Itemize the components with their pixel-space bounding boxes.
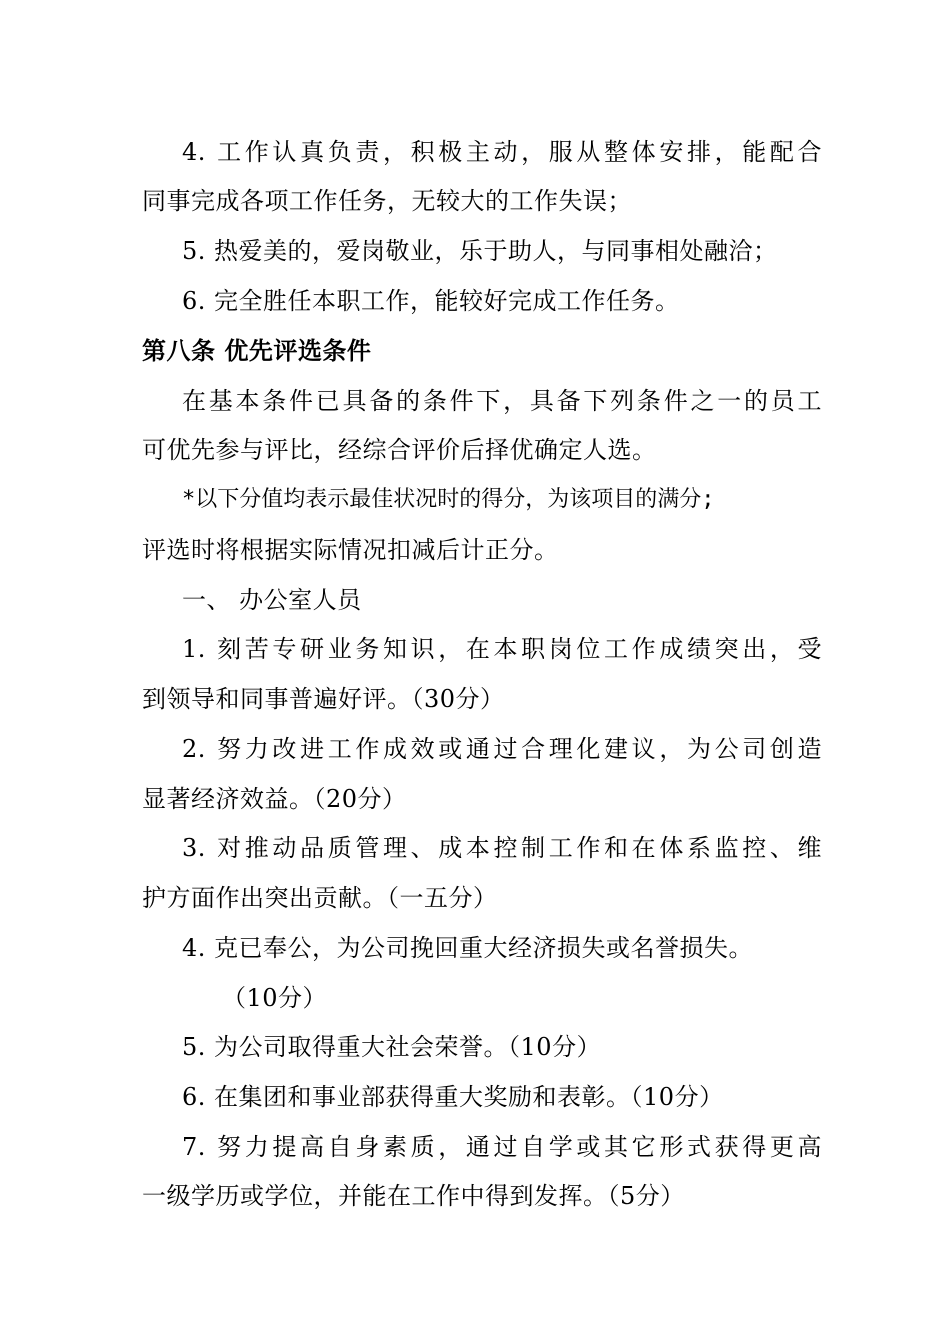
list-item: 2. 努力改进工作成效或通过合理化建议，为公司创造 — [182, 735, 822, 763]
list-item: 3. 对推动品质管理、成本控制工作和在体系监控、维 — [182, 834, 822, 862]
list-item: 1. 刻苦专研业务知识，在本职岗位工作成绩突出，受 — [182, 635, 822, 663]
list-item-continuation: 到领导和同事普遍好评。（30分） — [142, 685, 505, 713]
list-item: 4. 克已奉公，为公司挽回重大经济损失或名誉损失。 — [182, 934, 754, 962]
note-line: 评选时将根据实际情况扣减后计正分。 — [142, 536, 559, 564]
paragraph-line: 4. 工作认真负责，积极主动，服从整体安排，能配合 — [182, 138, 822, 166]
note-line: *以下分值均表示最佳状况时的得分，为该项目的满分; — [182, 487, 715, 512]
list-item: 5. 为公司取得重大社会荣誉。（10分） — [182, 1033, 602, 1061]
paragraph-line: 6. 完全胜任本职工作，能较好完成工作任务。 — [182, 287, 680, 315]
list-item: 7. 努力提高自身素质，通过自学或其它形式获得更高 — [182, 1133, 822, 1161]
paragraph-line: 可优先参与评比，经综合评价后择优确定人选。 — [142, 436, 657, 464]
list-item-continuation: （10分） — [222, 984, 328, 1012]
paragraph-line: 同事完成各项工作任务，无较大的工作失误； — [142, 187, 632, 215]
list-item-continuation: 显著经济效益。（20分） — [142, 785, 407, 813]
paragraph-line: 5. 热爱美的，爱岗敬业，乐于助人，与同事相处融洽； — [182, 237, 778, 265]
subsection-heading: 一、 办公室人员 — [182, 586, 362, 614]
list-item: 6. 在集团和事业部获得重大奖励和表彰。（10分） — [182, 1083, 724, 1111]
list-item-continuation: 一级学历或学位，并能在工作中得到发挥。（5分） — [142, 1182, 685, 1210]
paragraph-line: 在基本条件已具备的条件下，具备下列条件之一的员工 — [182, 387, 822, 415]
section-heading: 第八条 优先评选条件 — [142, 336, 372, 365]
list-item-continuation: 护方面作出突出贡献。（一五分） — [142, 884, 498, 912]
